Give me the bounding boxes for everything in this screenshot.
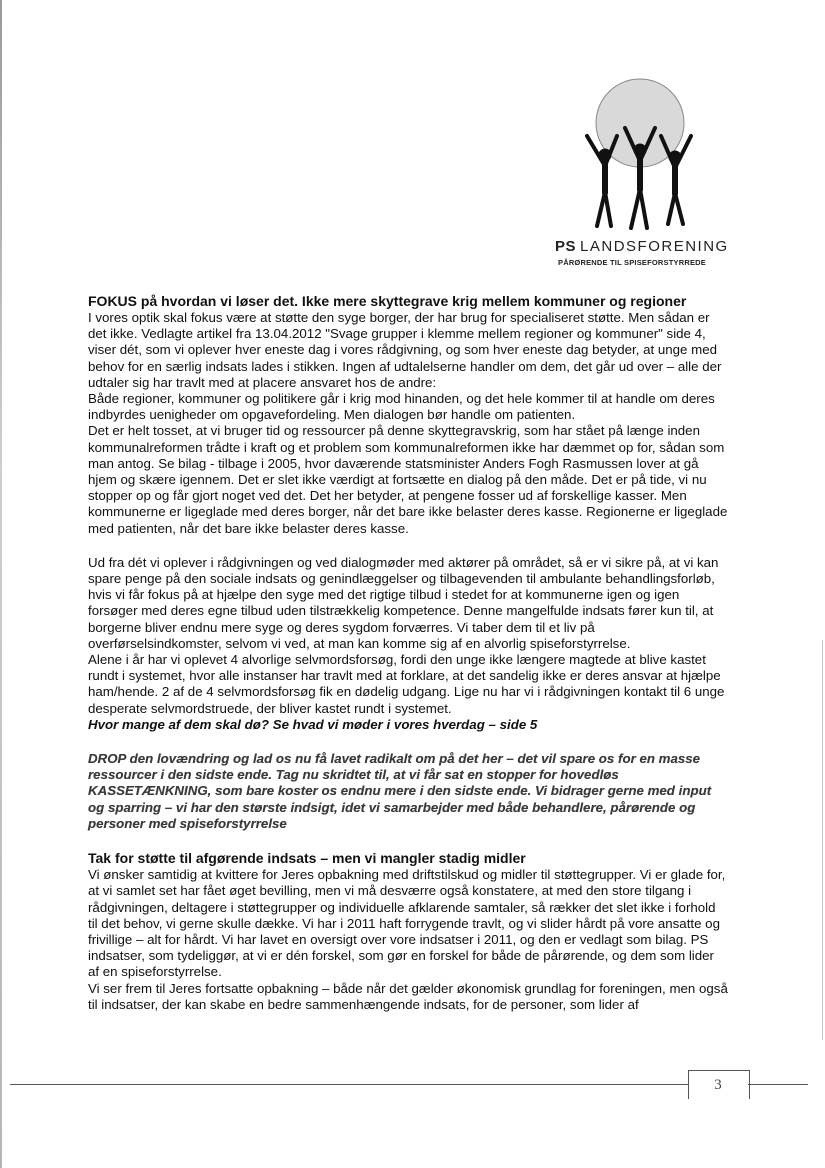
letter-body — [88, 293, 728, 1013]
paragraph: Det er helt tosset, at vi bruger tid og ressourcer på denne skyttegravskrig, som har stået på længe inden kommunalreformen trådte i kraft og et problem som kommunalreformen ikke har dæmmet op for, sådan som man antog. Se bilag - tilbage i 2005, hvor daværende statsminister Anders Fogh Rasmussen lover at gå hjem og skære igennem. Det er slet ikke værdigt at fortsætte en dialog på den måde. Det er på tide, vi nu stopper op og får gjort noget ved det. Det her betyder, at pengene fosser ud af forskellige kasser. Men kommunerne er ligeglade med deres borger, når det bare ikke belaster deres kasse. Regionerne er ligeglade med patienten, når det bare ikke belaster deres kasse. — [88, 423, 728, 536]
logo-name-rest: LANDSFORENING — [580, 238, 729, 255]
scan-edge-left — [0, 0, 2, 1168]
paragraph: Ud fra dét vi oplever i rådgivningen og ved dialogmøder med aktører på området, så er vi sikre på, at vi kan spare penge på den sociale indsats og genindlæggelser og tilbagevenden til ambulante behandlingsforløb, hvis vi får fokus på at hjælpe den syge med det rigtige tilbud i stedet for at kommunerne igen og igen forsøger med deres egne tilbud uden tilstrækkelig kompetence. Denne mangelfulde indsats fører kun til, at borgerne bliver endnu mere syge og deres sygdom forværres. Vi taber dem til et liv på overførselsindkomster, selvom vi ved, at man kan komme sig af en alvorlig spiseforstyrrelse. — [88, 554, 719, 651]
section-heading-tak: Tak for støtte til afgørende indsats – men vi mangler stadig midler — [88, 850, 526, 867]
scan-edge-right — [822, 640, 823, 1040]
logo-name-bold: PS — [555, 238, 577, 255]
section-heading-fokus: FOKUS på hvordan vi løser det. Ikke mere skyttegrave krig mellem kommuner og regioner — [88, 293, 687, 309]
paragraph: I vores optik skal fokus være at støtte den syge borger, der har brug for specialiseret støtte. Men sådan er det ikke. Vedlagte artikel fra 13.04.2012 "Svage grupper i klemme mellem regioner og kommuner" side 4, viser dét, som vi oplever hver eneste dag i vores rådgivning, og som hver eneste dag betyder, at unge med behov for en særlig indsats lades i stikken. Ingen af udtalelserne handler om dem, det går ud over – alle der udtaler sig har travlt med at placere ansvaret hos de andre: — [88, 310, 722, 390]
paragraph: Vi ser frem til Jeres fortsatte opbakning – både når det gælder økonomisk grundlag for foreningen, men også til indsatser, der kan skabe en bedre sammenhængende indsats, for de personer, som lider af — [88, 980, 728, 1012]
page-number: 3 — [714, 1077, 722, 1093]
drop-appeal: DROP den lovændring og lad os nu få lavet radikalt om på det her – det vil spare os for en masse ressourcer i den sidste ende. Tag nu skridtet til, at vi får sat en stopper for hovedløs KASSETÆNKNING, som bare koster os endnu mere i den sidste ende. Vi bidrager gerne med input og sparring – vi har den største indsigt, idet vi samarbejder med både behandlere, pårørende og personer med spiseforstyrrelse — [88, 751, 712, 831]
paragraph: Alene i år har vi oplevet 4 alvorlige selvmordsforsøg, fordi den unge ikke længere magtede at blive kastet rundt i systemet, hvor alle instanser har travlt med at forklare, at det sandelig ikke er deres ansvar at hjælpe ham/hende. 2 af de 4 selvmordsforsøg fik en dødelig udgang. Lige nu har vi i rådgivningen kontakt til 6 unge desperate selvmordstruede, der bliver kastet rundt i systemet. — [88, 652, 725, 716]
paragraph: Vi ønsker samtidig at kvittere for Jeres opbakning med driftstilskud og midler til støttegrupper. Vi er glade for, at vi samlet set har fået øget bevilling, men vi må desværre også konstatere, at med den store tilgang i rådgivningen, deltagere i støttegrupper og individuelle afklarende samtaler, så rækker det slet ikke i forhold til det behov, vi gerne skulle dække. Vi har i 2011 haft forrygende travlt, og vi slider hårdt på vore ansatte og frivillige – alt for hårdt. Vi har lavet en oversigt over vore indsatser i 2011, og den er vedlagt som bilag. PS indsatser, som tydeliggør, at vi er dén forskel, som gør en forskel for både de pårørende, og dem som lider af en spiseforstyrrelse. — [88, 867, 726, 980]
logo-name — [555, 238, 730, 255]
logo-subtitle: PÅRØRENDE TIL SPISEFORSTYRREDE — [558, 258, 706, 267]
footer-rule-right — [748, 1084, 808, 1085]
ps-landsforening-logo — [555, 78, 730, 278]
paragraph: Både regioner, kommuner og politikere går i krig mod hinanden, og det hele kommer til at handle om deres indbyrdes uenigheder om opgavefordeling. Men dialogen bør handle om patienten. — [88, 391, 715, 423]
footer-rule-left — [10, 1084, 688, 1085]
emphasis-question: Hvor mange af dem skal dø? Se hvad vi møder i vores hverdag – side 5 — [88, 716, 538, 732]
logo-figures-icon — [565, 78, 715, 233]
